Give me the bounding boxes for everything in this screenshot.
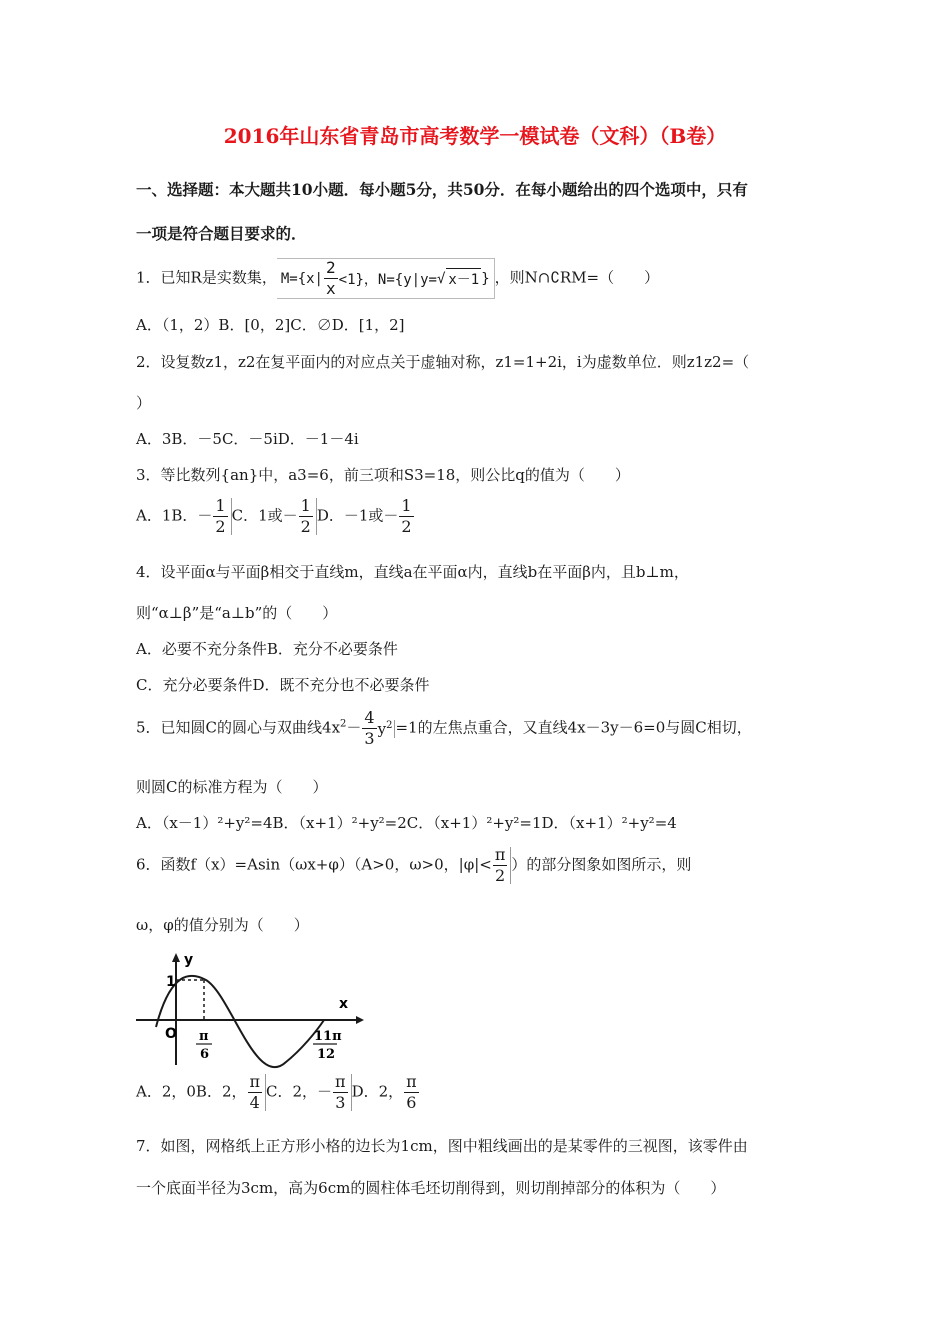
sqrt-sign: √: [436, 270, 446, 287]
tick-label-pi-6-num: π: [199, 1029, 209, 1044]
tick-label-11pi-12-num: 11π: [314, 1029, 342, 1044]
question-5-options: A．（x－1）²+y²=4B．（x+1）²+y²=2C．（x+1）²+y²=1D．（x+1）²+y²=4: [136, 814, 677, 832]
y-axis-label: y: [184, 952, 194, 968]
question-1-stem: 1．已知R是实数集， M={x| $\frac{2}{x}$ <1}，N={y|y= √ x－1 } ，则N∩∁RM=（ ）: [136, 258, 660, 298]
fraction: $\frac{\pi}{2}$: [494, 845, 506, 885]
fraction: $\frac{1}{2}$: [401, 496, 412, 536]
exam-title: 2016年山东省青岛市高考数学一模试卷（文科）（B卷）: [223, 124, 727, 148]
question-7-line1: 7．如图，网格纸上正方形小格的边长为1cm，图中粗线画出的是某零件的三视图，该零件由: [136, 1137, 748, 1155]
question-3-options: A．1B．－ $\frac{1}{2}$ C．1或－ $\frac{1}{2}$ D．－1或－ $\frac{1}{2}$: [136, 496, 412, 536]
sine-graph: [136, 950, 376, 1070]
sine-curve: [156, 976, 324, 1067]
fraction: $\frac{\pi}{4}$: [249, 1072, 261, 1112]
x-axis-label: x: [339, 996, 349, 1012]
fraction: $\frac{1}{2}$: [215, 496, 226, 536]
fraction: $\frac{\pi}{3}$: [335, 1072, 346, 1112]
question-2-line2: ）: [136, 394, 152, 412]
question-2-options: A．3B．－5C．－5iD．－1－4i: [136, 430, 359, 448]
question-6-line1: 6．函数f（x）=Asin（ωx+φ）（A>0，ω>0，|φ|< $\frac{\pi}{2}$ ）的部分图象如图所示，则: [136, 845, 692, 885]
x-axis-arrow: [356, 1016, 364, 1024]
tick-label-11pi-12-den: 12: [317, 1047, 336, 1062]
set-definition-box: M={x| $\frac{2}{x}$ <1}，N={y|y= √ x－1 }: [277, 258, 495, 299]
section-heading-line1: 一、选择题：本大题共10小题．每小题5分，共50分．在每小题给出的四个选项中，只有: [136, 180, 748, 199]
question-1-options: A．（1，2）B．[0，2]C．∅D．[1，2]: [136, 316, 405, 334]
question-2-line1: 2．设复数z1，z2在复平面内的对应点关于虚轴对称，z1=1+2i，i为虚数单位．则z1z2=（: [136, 353, 750, 371]
fraction: $\frac{\pi}{6}$: [406, 1072, 417, 1112]
fraction: $\frac{2}{x}$: [326, 258, 336, 298]
max-label: 1: [166, 974, 176, 990]
y-axis-arrow: [172, 953, 180, 962]
section-heading-line2: 一项是符合题目要求的．: [136, 224, 307, 243]
question-6-options: A．2，0B．2， $\frac{\pi}{4}$ C．2，－ $\frac{\pi}{3}$ D．2， $\frac{\pi}{6}$: [136, 1072, 417, 1112]
question-4-line2: 则“α⊥β”是“a⊥b”的（ ）: [136, 604, 338, 622]
question-4-options-cd: C．充分必要条件D．既不充分也不必要条件: [136, 676, 430, 694]
tick-label-pi-6-den: 6: [200, 1047, 210, 1062]
question-3-stem: 3．等比数列{an}中，a3=6，前三项和S3=18，则公比q的值为（ ）: [136, 466, 630, 484]
question-5-line2: 则圆C的标准方程为（ ）: [136, 778, 328, 796]
fraction: $\frac{4}{3}$: [364, 708, 375, 748]
question-6-line2: ω，φ的值分别为（ ）: [136, 916, 309, 934]
question-5-line1: 5．已知圆C的圆心与双曲线$4x^2-$ $\frac{4}{3}$ $y^2 =1$的左焦点重合，又直线4x－3y－6=0与圆C相切，: [136, 708, 752, 748]
question-4-options-ab: A．必要不充分条件B．充分不必要条件: [136, 640, 398, 658]
origin-label: O: [165, 1026, 177, 1042]
question-4-line1: 4．设平面α与平面β相交于直线m，直线a在平面α内，直线b在平面β内，且b⊥m，: [136, 563, 689, 581]
fraction: $\frac{1}{2}$: [300, 496, 311, 536]
question-7-line2: 一个底面半径为3cm，高为6cm的圆柱体毛坯切削得到，则切削掉部分的体积为（ ）: [136, 1179, 726, 1197]
